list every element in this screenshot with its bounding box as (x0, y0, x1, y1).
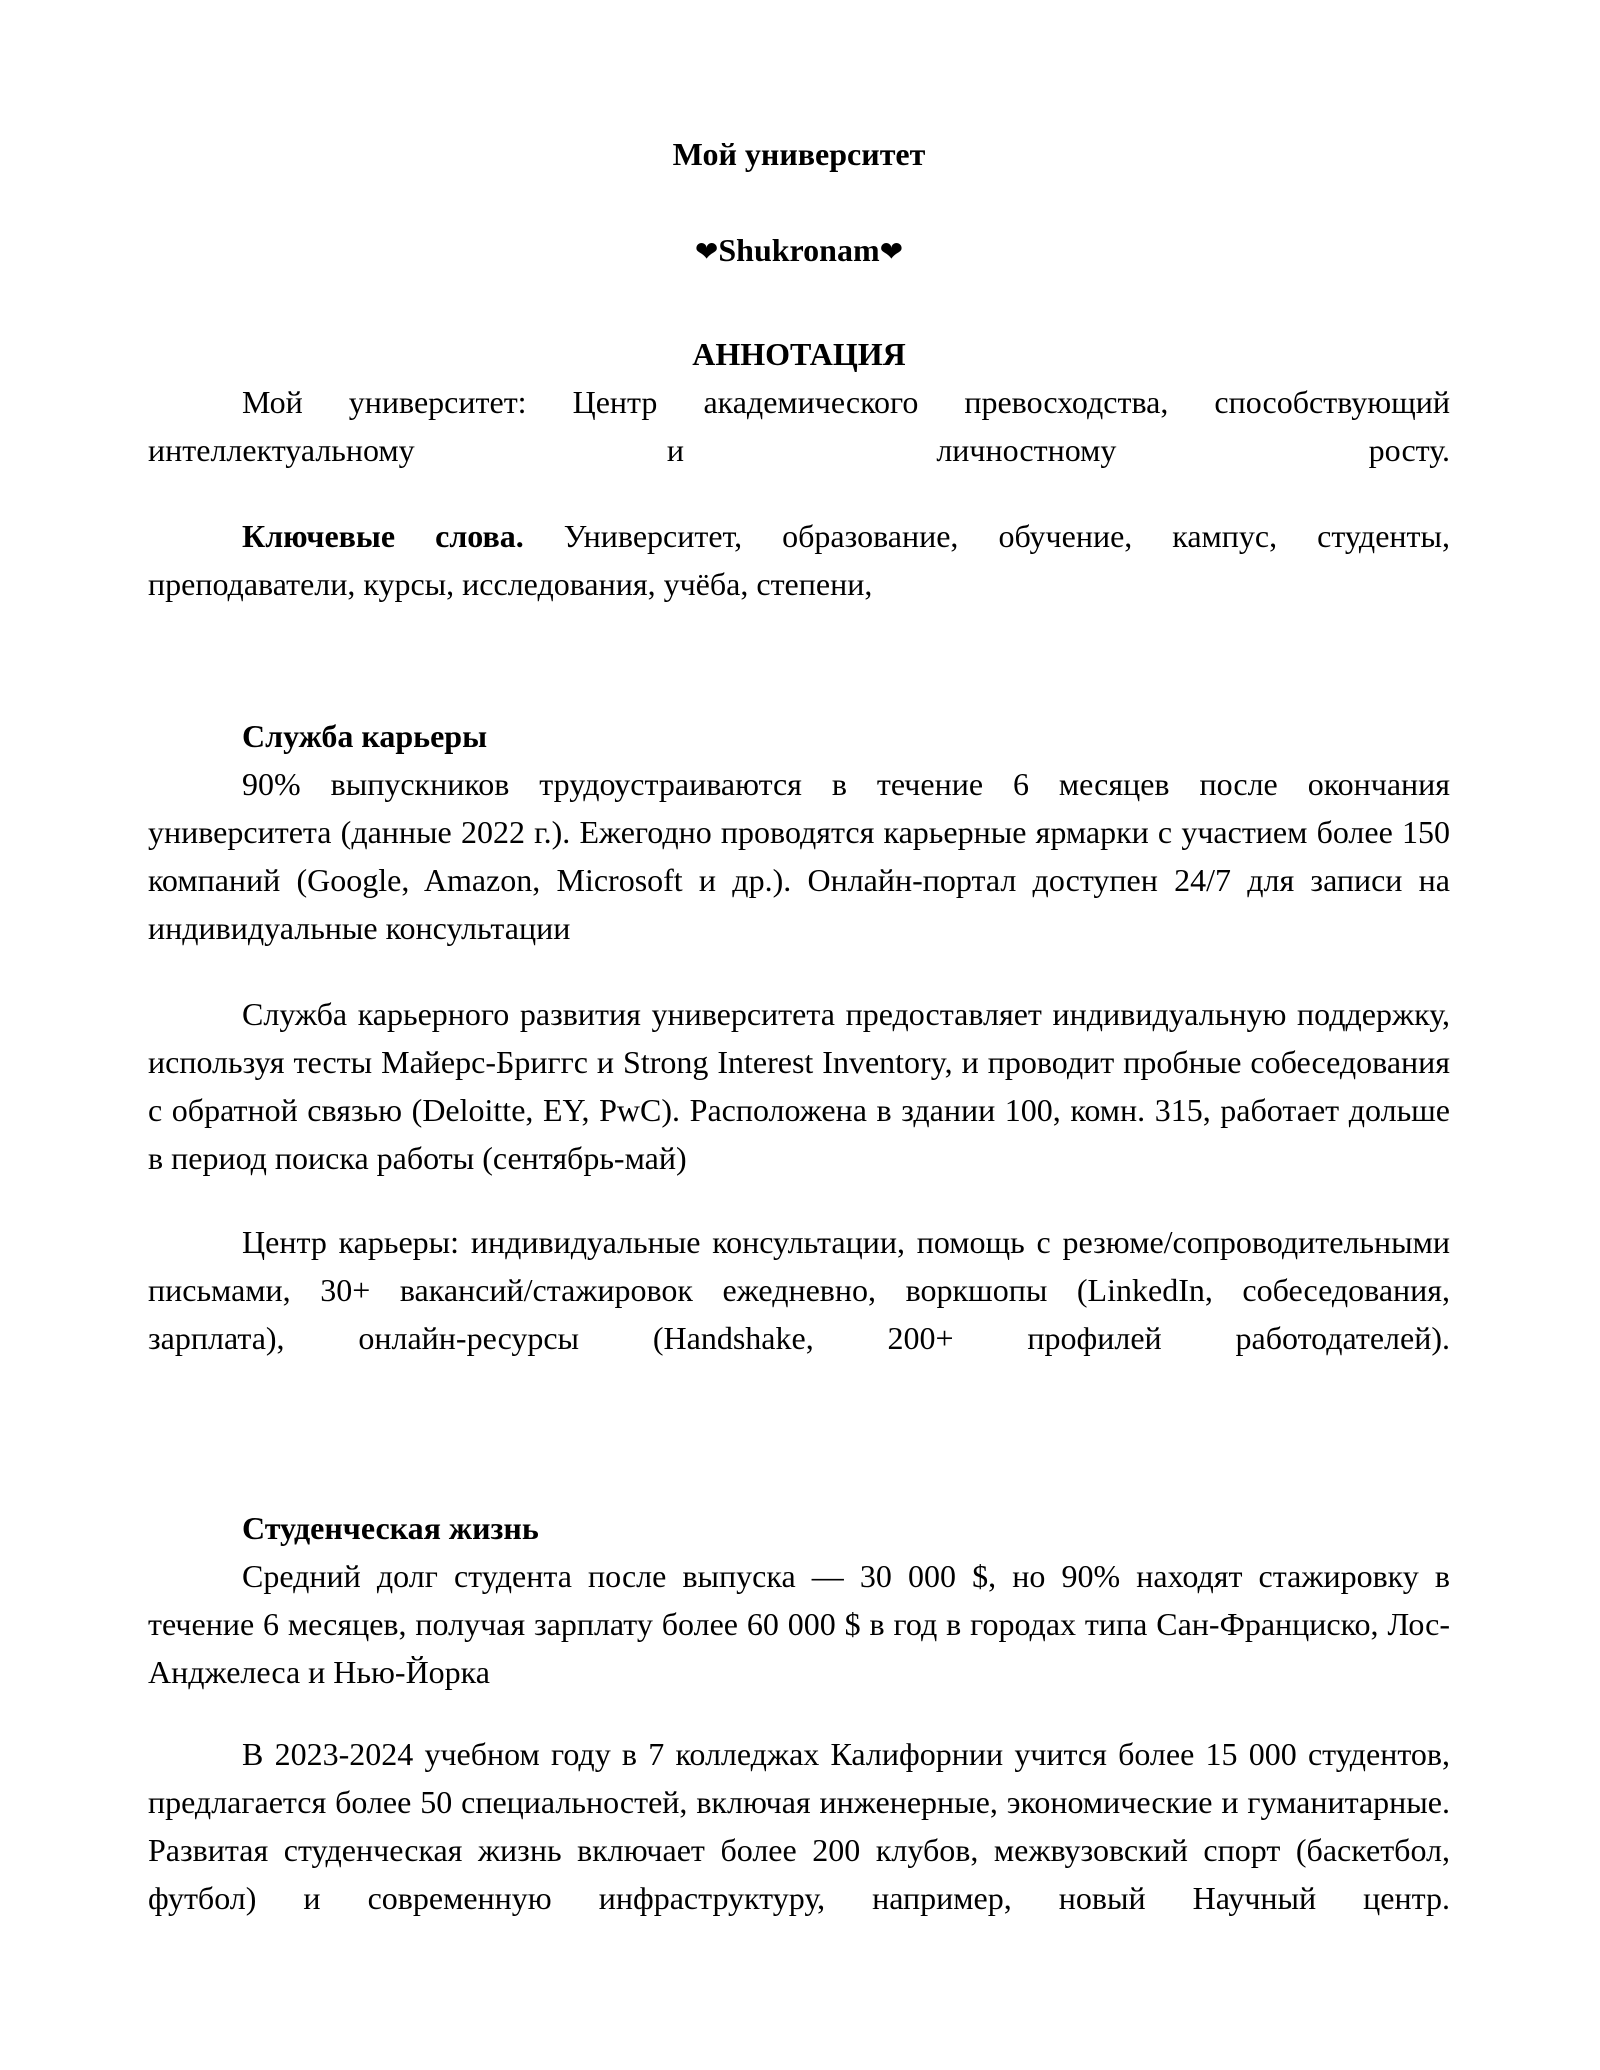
paragraph-text: В 2023-2024 учебном году в 7 колледжах Калифорнии учится более 15 000 студентов, предлагается более 50 специальностей, включая инженерные, экономические и гуманитарные. Развитая студенческая жизнь включает более 200 клубов, межвузовский спорт (баскетбол, футбол) и современную инфраструктуру, например, новый Научный центр. (148, 1736, 1450, 1916)
paragraph-text: Служба карьерного развития университета предоставляет индивидуальную поддержку, используя тесты Майерс-Бриггс и Strong Interest Inventory, и проводит пробные собеседования с обратной связью (Deloitte, EY, PwC). Расположена в здании 100, комн. 315, работает дольше в период поиска работы (сентябрь-май) (148, 996, 1450, 1176)
heart-icon: ❤ (879, 235, 904, 268)
keywords-paragraph (148, 512, 1450, 608)
paragraph-text: 90% выпускников трудоустраиваются в течение 6 месяцев после окончания университета (данные 2022 г.). Ежегодно проводятся карьерные ярмарки с участием более 150 компаний (Google, Amazon, Microsoft и др.). Онлайн-портал доступен 24/7 для записи на индивидуальные консультации (148, 766, 1450, 946)
career-paragraph-1 (148, 760, 1450, 952)
annotation-heading: АННОТАЦИЯ (692, 336, 906, 372)
paragraph-text: Центр карьеры: индивидуальные консультации, помощь с резюме/сопроводительными письмами, 30+ вакансий/стажировок ежедневно, воркшопы (LinkedIn, собеседования, зарплата), онлайн-ресурсы (Handshake, 200+ профилей работодателей). (148, 1224, 1450, 1356)
student-life-paragraph-2 (148, 1730, 1450, 1922)
annotation-text (148, 378, 1450, 474)
paragraph-text: Средний долг студента после выпуска — 30 000 $, но 90% находят стажировку в течение 6 месяцев, получая зарплату более 60 000 $ в год в городах типа Сан-Франциско, Лос-Анджелеса и Нью-Йорка (148, 1558, 1450, 1690)
career-paragraph-2 (148, 990, 1450, 1182)
student-life-paragraph-1 (148, 1552, 1450, 1696)
heart-icon: ❤ (694, 235, 719, 268)
section-heading-career: Служба карьеры (242, 718, 488, 754)
author-line (148, 230, 1450, 272)
career-paragraph-3 (148, 1218, 1450, 1362)
keywords-label: Ключевые слова. (242, 518, 524, 554)
section-heading-student-life: Студенческая жизнь (242, 1510, 539, 1546)
annotation-body: Мой университет: Центр академического превосходства, способствующий интеллектуальному и личностному росту. (148, 384, 1450, 468)
document-title: Мой университет (672, 136, 926, 172)
keywords-text: Университет, образование, обучение, кампус, студенты, преподаватели, курсы, исследования, учёба, степени, (148, 518, 1451, 602)
author-name: Shukronam (718, 232, 880, 268)
